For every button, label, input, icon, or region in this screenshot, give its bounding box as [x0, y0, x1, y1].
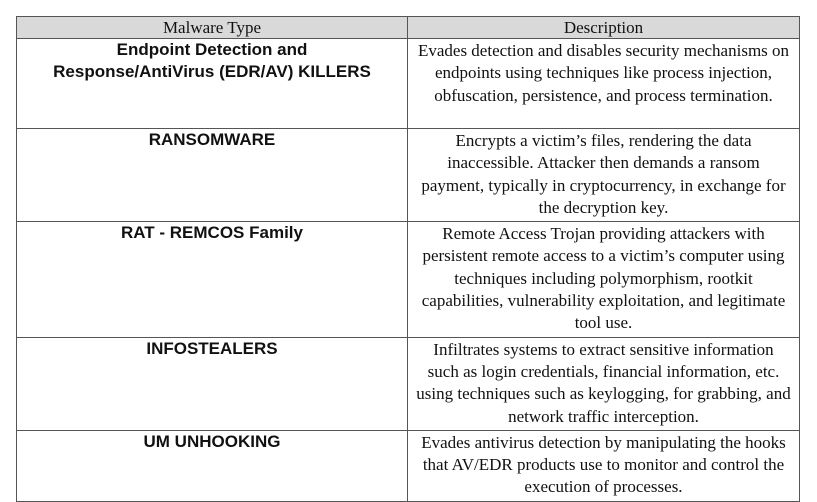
- header-malware-type: Malware Type: [17, 17, 408, 39]
- header-row: [17, 17, 800, 39]
- table-header: [17, 17, 800, 39]
- table-row: [17, 129, 800, 222]
- malware-type-label: RANSOMWARE: [148, 130, 276, 149]
- header-description: Description: [408, 17, 800, 39]
- malware-table-container: [16, 16, 799, 502]
- malware-type-label: INFOSTEALERS: [146, 338, 278, 358]
- description-text: Remote Access Trojan providing attackers with persistent remote access to a victim’s computer using techniques including polymorphism, rootkit capabilities, vulnerability exploitation, and legitimate tool use.: [421, 224, 786, 333]
- table-row: [17, 337, 800, 430]
- malware-type-cell: [17, 222, 408, 337]
- table-body: [17, 39, 800, 502]
- malware-type-label: Endpoint Detection and Response/AntiVirus (EDR/AV) KILLERS: [53, 40, 371, 81]
- malware-type-label: RAT - REMCOS Family: [121, 223, 303, 243]
- table-row: [17, 430, 800, 501]
- description-cell: [408, 39, 800, 129]
- description-text: Evades detection and disables security mechanisms on endpoints using techniques like process injection, obfuscation, persistence, and process termination.: [417, 41, 790, 105]
- malware-type-cell: [17, 129, 408, 222]
- description-cell: [408, 337, 800, 430]
- description-text: Infiltrates systems to extract sensitive information such as login credentials, financial information, etc. using techniques such as keylogging, for grabbing, and network traffic interception.: [416, 339, 791, 426]
- description-cell: [408, 129, 800, 222]
- malware-type-cell: [17, 39, 408, 129]
- table-row: [17, 222, 800, 337]
- table-row: [17, 39, 800, 129]
- malware-type-label: UM UNHOOKING: [143, 431, 281, 451]
- malware-type-cell: [17, 430, 408, 501]
- description-cell: [408, 222, 800, 337]
- malware-table: [16, 16, 800, 502]
- malware-type-cell: [17, 337, 408, 430]
- description-cell: [408, 430, 800, 501]
- description-text: Evades antivirus detection by manipulating the hooks that AV/EDR products use to monitor and control the execution of processes.: [421, 432, 786, 497]
- description-text: Encrypts a victim’s files, rendering the data inaccessible. Attacker then demands a ransom payment, typically in cryptocurrency, in exchange for the decryption key.: [421, 131, 786, 217]
